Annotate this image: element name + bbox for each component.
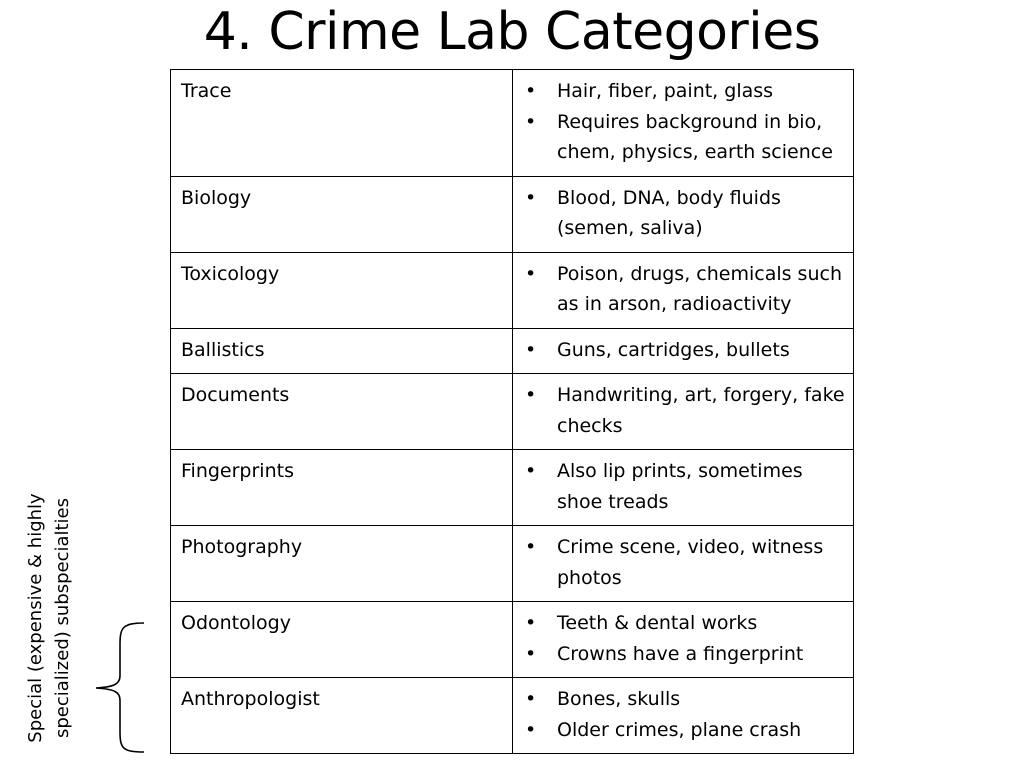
- slide-title: 4. Crime Lab Categories: [203, 2, 821, 62]
- crime-lab-categories-table: [170, 69, 854, 754]
- bullet-list: [523, 456, 845, 517]
- description-cell: [513, 70, 854, 177]
- description-cell: [513, 328, 854, 374]
- bullet-list: [523, 684, 845, 745]
- description-cell: [513, 678, 854, 754]
- table-row: [171, 450, 854, 526]
- table-row: [171, 252, 854, 328]
- table-row: [171, 328, 854, 374]
- table-row: [171, 526, 854, 602]
- table-body: [171, 70, 854, 754]
- bullet-item: • Crime scene, video, witness photos: [523, 532, 845, 593]
- bullet-item: • Hair, fiber, paint, glass: [523, 76, 845, 107]
- category-cell: Odontology: [171, 602, 513, 678]
- category-cell: Ballistics: [171, 328, 513, 374]
- category-cell: Trace: [171, 70, 513, 177]
- description-cell: [513, 374, 854, 450]
- description-cell: [513, 252, 854, 328]
- bullet-list: [523, 335, 845, 366]
- description-cell: [513, 602, 854, 678]
- bullet-list: [523, 608, 845, 669]
- category-cell: Anthropologist: [171, 678, 513, 754]
- table-row: [171, 602, 854, 678]
- side-note-line-1: Special (expensive & highly: [25, 493, 46, 743]
- table-row: [171, 678, 854, 754]
- bullet-item: • Guns, cartridges, bullets: [523, 335, 845, 366]
- bullet-list: [523, 183, 845, 244]
- bullet-item: • Crowns have a fingerprint: [523, 639, 845, 670]
- bullet-item: • Teeth & dental works: [523, 608, 845, 639]
- category-cell: Photography: [171, 526, 513, 602]
- bullet-list: [523, 76, 845, 168]
- category-cell: Biology: [171, 176, 513, 252]
- bullet-list: [523, 532, 845, 593]
- table-row: [171, 176, 854, 252]
- bullet-item: • Poison, drugs, chemicals such as in arson, radioactivity: [523, 259, 845, 320]
- table-row: [171, 70, 854, 177]
- description-cell: [513, 450, 854, 526]
- side-note-line-2: specialized) subspecialties: [52, 497, 73, 739]
- bullet-item: • Requires background in bio, chem, physics, earth science: [523, 107, 845, 168]
- bullet-list: [523, 259, 845, 320]
- description-cell: [513, 526, 854, 602]
- table-row: [171, 374, 854, 450]
- bullet-item: • Handwriting, art, forgery, fake checks: [523, 380, 845, 441]
- category-cell: Documents: [171, 374, 513, 450]
- category-cell: Fingerprints: [171, 450, 513, 526]
- category-cell: Toxicology: [171, 252, 513, 328]
- bullet-item: • Older crimes, plane crash: [523, 715, 845, 746]
- bullet-list: [523, 380, 845, 441]
- bullet-item: • Blood, DNA, body fluids (semen, saliva): [523, 183, 845, 244]
- bullet-item: • Also lip prints, sometimes shoe treads: [523, 456, 845, 517]
- special-subspecialties-note: [20, 468, 76, 768]
- curly-brace-icon: [92, 620, 152, 755]
- bullet-item: • Bones, skulls: [523, 684, 845, 715]
- description-cell: [513, 176, 854, 252]
